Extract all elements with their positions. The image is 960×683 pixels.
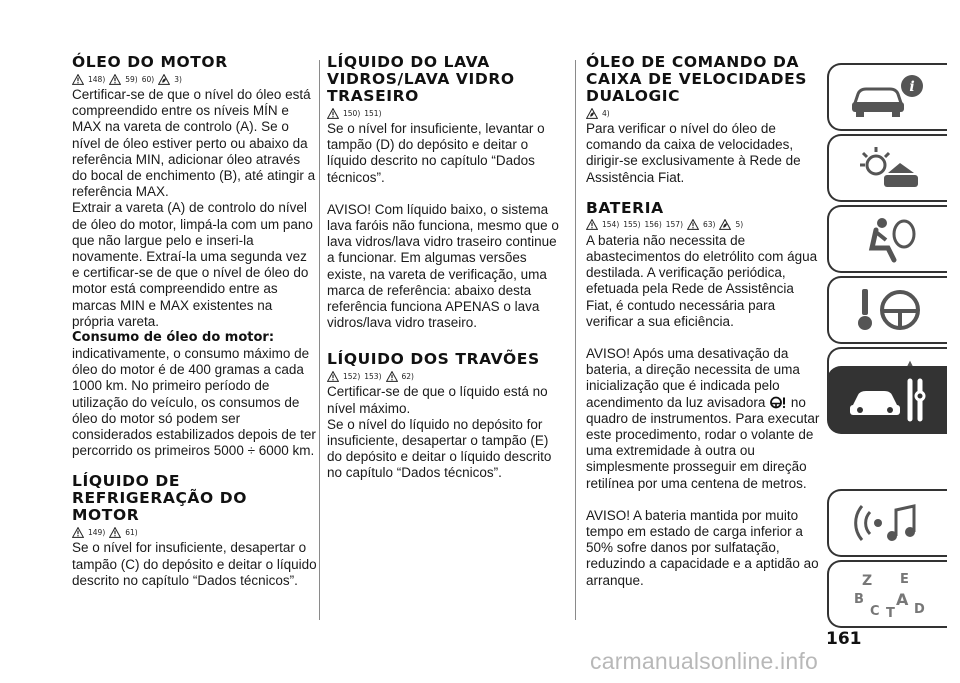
car-info-icon xyxy=(848,72,928,122)
warning-triangle-icon xyxy=(109,527,121,538)
reference-number: 59) xyxy=(125,74,138,84)
key-steering-icon xyxy=(848,285,928,335)
paragraph: Se o nível do líquido no depósito for insuficiente, desapertar o tampão (E) do depósito e deitar o líquido descrito no capítulo “Dados técnicos”. xyxy=(327,416,552,481)
car-service-icon xyxy=(848,375,928,425)
reference-number: 152) xyxy=(343,371,361,381)
warning-triangle-icon xyxy=(327,108,339,119)
leaf-icon xyxy=(719,219,731,230)
warning-triangle-icon xyxy=(687,219,699,230)
section-title: BATERIA xyxy=(586,198,664,217)
section-title: LÍQUIDO DE REFRIGERAÇÃO DO MOTOR xyxy=(72,472,248,525)
reference-number: 157) xyxy=(665,220,683,230)
chapter-tab-maintenance[interactable] xyxy=(827,366,947,434)
reference-number: 154) xyxy=(602,220,620,230)
leaf-icon xyxy=(158,74,170,85)
paragraph: AVISO! Com líquido baixo, o sistema lava faróis não funciona, mesmo que o lava vidros/lava vidro traseiro continue a funcionar. Em algumas versões existe, na vareta de verificação, uma marca de referência: abaixo desta referência funciona APENAS o lava vidros/lava vidro traseiro. xyxy=(327,201,559,331)
index-letter: B xyxy=(854,592,864,607)
column-divider xyxy=(575,60,576,620)
warning-triangle-icon xyxy=(327,371,339,382)
reference-number: 63) xyxy=(703,220,716,230)
column-divider xyxy=(319,60,320,620)
reference-number: 153) xyxy=(364,371,382,381)
index-letter: T xyxy=(886,606,895,619)
chapter-tab-safety[interactable] xyxy=(827,205,947,273)
steering-warning-icon xyxy=(769,396,787,409)
airbag-seat-icon xyxy=(848,214,928,264)
chapter-tab-starting-driving[interactable] xyxy=(827,276,947,344)
warning-triangle-icon xyxy=(72,527,84,538)
paragraph: Se o nível for insuficiente, levantar o tampão (D) do depósito e deitar o líquido descrito no capítulo “Dados técnicos”. xyxy=(327,121,545,185)
section-title: LÍQUIDO DO LAVA VIDROS/LAVA VIDRO TRASEIRO xyxy=(327,53,515,105)
reference-number: 151) xyxy=(364,108,382,118)
reference-number: 5) xyxy=(735,220,744,230)
reference-marks xyxy=(72,526,318,538)
paragraph: indicativamente, o consumo máximo de óleo do motor é de 400 gramas a cada 1000 km. No primeiro período de utilização do veículo, os consumos de óleo do motor só podem ser considerados estabilizados depois de ter percorrido os primeiros 5000 ÷ 6000 km. xyxy=(72,346,316,459)
reference-marks xyxy=(327,107,567,119)
multimedia-icon xyxy=(848,498,928,548)
reference-number: 150) xyxy=(343,108,361,118)
reference-number: 61) xyxy=(125,527,138,537)
warning-triangle-icon xyxy=(72,74,84,85)
reference-marks xyxy=(586,107,820,119)
column-1 xyxy=(72,54,318,589)
reference-number: 156) xyxy=(644,220,662,230)
reference-number: 62) xyxy=(401,371,414,381)
paragraph: Se o nível for insuficiente, desapertar o tampão (C) do depósito e deitar o líquido descrito no capítulo “Dados técnicos”. xyxy=(72,540,317,588)
reference-number: 60) xyxy=(141,74,155,84)
section-title: ÓLEO DO MOTOR xyxy=(72,53,228,71)
warning-triangle-icon xyxy=(109,74,121,85)
index-letter: Z xyxy=(862,573,873,589)
paragraph: Certificar-se de que o líquido está no nível máximo. xyxy=(327,384,548,416)
reference-marks xyxy=(327,370,567,382)
subheading: Consumo de óleo do motor: xyxy=(72,330,275,346)
page-number: 161 xyxy=(826,629,862,649)
reference-number: 148) xyxy=(88,74,106,84)
section-title: LÍQUIDO DOS TRAVÕES xyxy=(327,350,540,369)
chapter-tab-multimedia[interactable] xyxy=(827,489,947,557)
reference-marks xyxy=(586,219,820,231)
reference-number: 4) xyxy=(602,108,610,118)
watermark: carmanualsonline.info xyxy=(590,648,818,674)
paragraph: Extrair a vareta (A) de controlo do nível de óleo do motor, limpá-la com um pano que não largue pelo e inseri-la novamente. Extraí-la uma segunda vez e certificar-se de que o nível de óleo do motor está compreendido entre as marcas MIN e MAX existentes na própria vareta. xyxy=(72,200,313,329)
index-letter: D xyxy=(914,602,925,617)
index-letter: E xyxy=(900,572,909,587)
svg-text:i: i xyxy=(909,79,915,95)
paragraph xyxy=(586,346,820,492)
paragraph: Para verificar o nível do óleo de comando da caixa de velocidades, dirigir-se exclusivamente à Rede de Assistência Fiat. xyxy=(586,121,801,185)
chapter-tab-dashboard[interactable] xyxy=(827,134,947,202)
index-letter: C xyxy=(870,604,880,619)
warning-triangle-icon xyxy=(586,219,598,230)
reference-number: 3) xyxy=(174,74,182,84)
paragraph: Certificar-se de que o nível do óleo está compreendido entre os níveis MÍN e MAX na vareta de controlo (A). Se o nível de óleo estiver perto ou abaixo da referência MIN, adicionar óleo através do bocal de enchimento (B), até atingir a referência MAX. xyxy=(72,87,316,200)
paragraph: A bateria não necessita de abastecimentos do eletrólito com água destilada. A verificação periódica, efetuada pela Rede de Assistência Fiat, é contudo necessária para verificar a sua eficiência. xyxy=(586,232,818,329)
index-letter: A xyxy=(896,590,909,609)
paragraph: AVISO! A bateria mantida por muito tempo em estado de carga inferior a 50% sofre danos por sulfatação, reduzindo a capacidade e a aptidão ao arranque. xyxy=(586,507,819,588)
chapter-tab-car-info[interactable] xyxy=(827,63,947,131)
reference-number: 149) xyxy=(88,527,106,537)
index-letters-icon xyxy=(848,569,928,619)
paragraph-text: no quadro de instrumentos. Para executar este procedimento, rodar o volante de uma extremidade à outra ou simplesmente prosseguir em direção retilínea por uma centena de metros. xyxy=(586,394,820,491)
column-2 xyxy=(327,54,567,482)
dashboard-lights-icon xyxy=(848,143,928,193)
warning-triangle-icon xyxy=(386,371,398,382)
chapter-tab-index[interactable] xyxy=(827,560,947,628)
section-title: ÓLEO DE COMANDO DA CAIXA DE VELOCIDADES DUALOGIC xyxy=(586,53,808,105)
column-3 xyxy=(586,54,820,589)
reference-marks xyxy=(72,73,318,85)
paragraph-text: AVISO! Após uma desativação da bateria, a direção necessita de uma inicialização que é indicada pelo acendimento da luz avisadora xyxy=(586,346,800,410)
leaf-icon xyxy=(586,108,598,119)
reference-number: 155) xyxy=(623,220,641,230)
